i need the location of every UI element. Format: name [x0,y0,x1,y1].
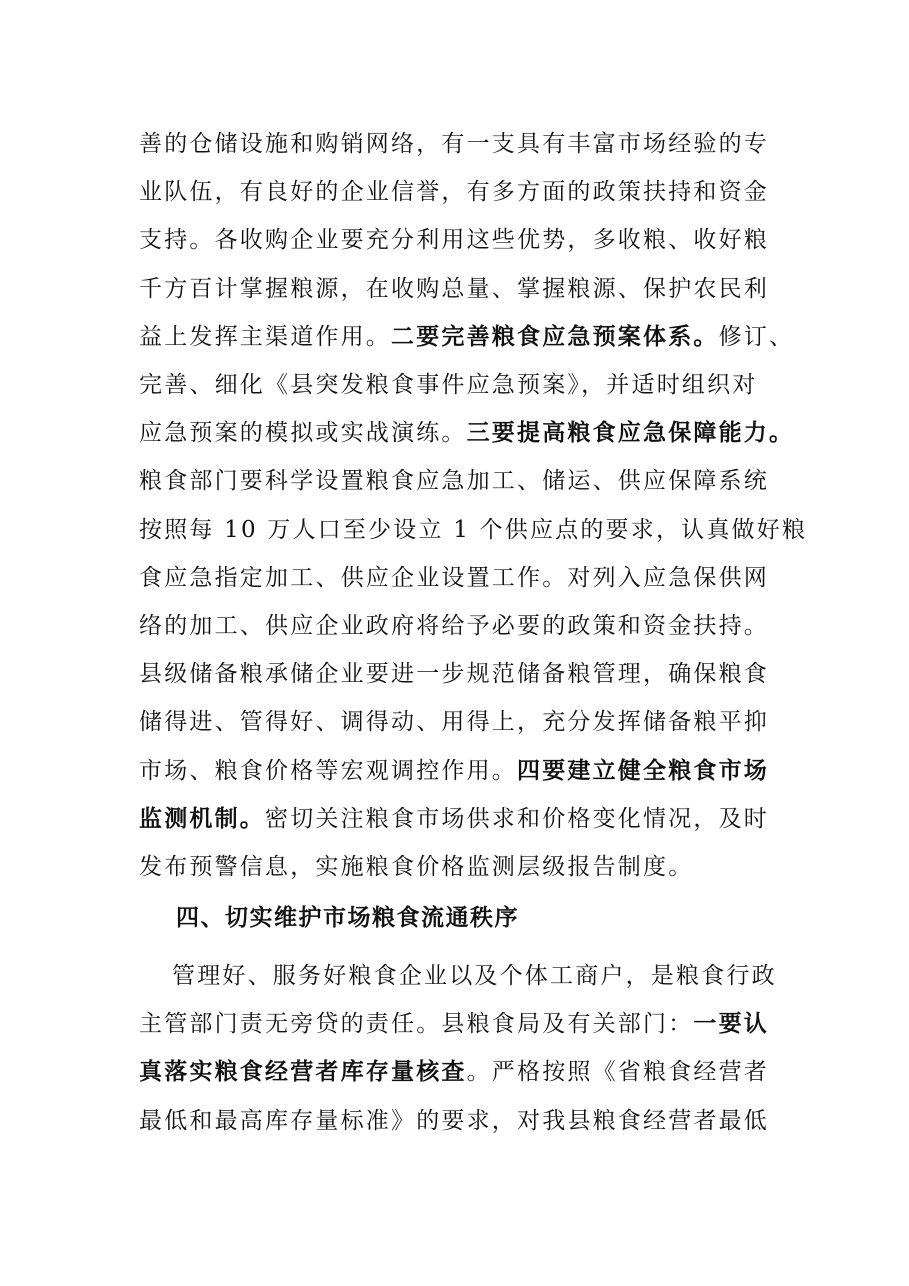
text-line [139,322,794,352]
text-line [139,611,769,641]
text-segment: 主管部门责无旁贷的责任。县粮食局及有关部门： [139,1011,694,1038]
bold-text-segment: 一要认 [693,1010,770,1038]
text-segment: 最低和最高库存量标准》的要求，对我县粮食经营者最低 [139,1107,769,1134]
text-segment: 粮食部门要科学设置粮食应急加工、储运、供应保障系统 [139,468,769,495]
text-line [139,852,693,882]
text-segment: 修订、 [718,323,795,350]
text-segment: 。严格按照《省粮食经营者 [466,1059,770,1086]
text-segment: 络的加工、供应企业政府将给予必要的政策和资金扶持。 [139,613,769,639]
text-segment: 县级储备粮承储企业要进一步规范储备粮管理，确保粮食 [139,661,769,688]
text-line [139,274,769,304]
text-line [139,659,769,689]
bold-text-segment: 三要提高粮食应急保障能力。 [466,419,795,447]
bold-text-segment: 二要完善粮食应急预案体系。 [391,322,719,350]
bold-text-segment: 四要建立健全粮食市场 [517,756,769,784]
text-line [139,1106,769,1136]
text-line [139,515,807,545]
text-segment: 发布预警信息，实施粮食价格监测层级报告制度。 [139,854,694,880]
text-segment: 善的仓储设施和购销网络，有一支具有丰富市场经验的专 [139,131,769,157]
text-line [139,804,769,834]
text-line [139,563,769,593]
text-segment: 按照每 10 万人口至少设立 1 个供应点的要求，认真做好粮 [139,516,808,543]
text-segment: 市场、粮食价格等宏观调控作用。 [139,757,517,784]
text-segment: 管理好、服务好粮食企业以及个体工商户，是粮食行政 [172,963,777,989]
text-line [139,370,758,400]
text-line [139,466,769,496]
text-segment: 储得进、管得好、调得动、用得上，充分发挥储备粮平抑 [139,709,769,736]
text-line [139,129,769,159]
bold-text-segment: 监测机制。 [139,804,265,832]
text-segment: 食应急指定加工、供应企业设置工作。对列入应急保供网 [139,564,769,591]
text-segment: 业队伍，有良好的企业信誉，有多方面的政策扶持和资金 [139,179,769,206]
text-segment: 益上发挥主渠道作用。 [139,323,391,350]
section-heading: 四、切实维护市场粮食流通秩序 [176,904,519,931]
text-line [139,418,794,448]
text-segment: 应急预案的模拟或实战演练。 [139,420,467,447]
text-line [139,707,769,737]
text-segment: 支持。各收购企业要充分利用这些优势，多收粮、收好粮 [139,227,769,254]
text-line [139,1057,769,1087]
text-segment: 完善、细化《县突发粮食事件应急预案》，并适时组织对 [139,372,758,398]
bold-text-segment: 真落实粮食经营者库存量核查 [139,1058,467,1086]
text-segment: 千方百计掌握粮源，在收购总量、掌握粮源、保护农民利 [139,275,769,302]
text-line [139,756,769,786]
text-line [139,1009,769,1039]
text-line [172,961,777,991]
text-segment: 密切关注粮食市场供求和价格变化情况，及时 [265,805,769,832]
text-line [139,225,769,255]
text-line [139,177,769,207]
